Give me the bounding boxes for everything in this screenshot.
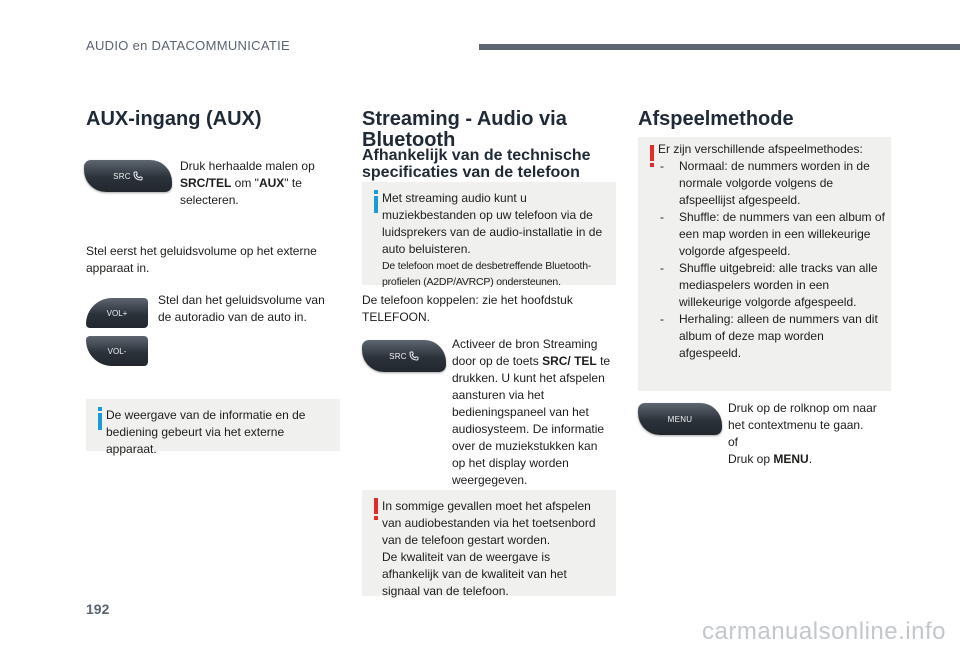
phone-icon — [409, 351, 419, 361]
aux-info-box — [86, 399, 340, 456]
header-bar — [479, 44, 960, 50]
vol-up-button: VOL+ — [86, 298, 148, 328]
streaming-warning-text-1: In sommige gevallen moet het afspelen van audiobestanden via het toetsenbord van de telefoon gestart worden. — [382, 499, 596, 547]
menu-label: MENU — [667, 414, 693, 424]
streaming-info-small-text: De telefoon moet de desbetreffende Bluetooth-profielen (A2DP/AVRCP) ondersteunen. — [382, 260, 592, 288]
list-item: - Shuffle uitgebreid: alle tracks van alle mediaspelers worden in een willekeurige volgorde afgespeeld. — [658, 260, 887, 311]
header-title: AUDIO en DATACOMMUNICATIE — [86, 38, 290, 53]
aux-intro-text: Stel eerst het geluidsvolume op het externe apparaat in. — [86, 244, 317, 275]
playback-warning-box — [638, 137, 891, 391]
list-item: - Shuffle: de nummers van een album of een map worden in een willekeurige volgorde afgespeeld. — [658, 209, 887, 260]
src-label: SRC — [113, 171, 131, 181]
menu-button — [638, 403, 722, 435]
src-tel-button — [362, 340, 446, 372]
streaming-warning-text-2: De kwaliteit van de weergave is afhankelijk van de kwaliteit van het signaal van de telefoon. — [382, 550, 567, 598]
aux-step2-text: Stel dan het geluidsvolume van de autoradio van de auto in. — [158, 293, 325, 324]
page-number: 192 — [86, 601, 110, 617]
streaming-pair-text: De telefoon koppelen: zie het hoofdstuk TELEFOON. — [362, 293, 573, 324]
playback-modes-list — [658, 158, 887, 362]
playback-menu-text: Druk op de rolknop om naar het contextmenu te gaan. of Druk op MENU. — [728, 401, 877, 466]
streaming-info-box — [362, 182, 616, 288]
vol-down-button: VOL- — [86, 336, 148, 366]
src-tel-button — [84, 160, 172, 192]
list-item: - Herhaling: alleen de nummers van dit album of deze map worden afgespeeld. — [658, 311, 887, 362]
phone-icon — [133, 171, 143, 181]
warning-icon — [369, 498, 383, 524]
list-item: - Normaal: de nummers worden in de normale volgorde volgens de afspeellijst afgespeeld. — [658, 158, 887, 209]
streaming-subtitle: Afhankelijk van de technische specificaties van de telefoon — [362, 147, 591, 181]
info-icon — [93, 407, 107, 433]
streaming-activate-text: Activeer de bron Streaming door op de toets SRC/ TEL te drukken. U kunt het afspelen aansturen via het bedieningspaneel van het audiosysteem. De informatie over de muziekstukken kan op het display worden weergegeven. — [452, 337, 611, 487]
aux-section-title: AUX-ingang (AUX) — [86, 108, 262, 130]
aux-step1-text: Druk herhaalde malen op SRC/TEL om "AUX" te selecteren. — [180, 159, 315, 207]
info-icon — [369, 190, 383, 216]
warning-icon — [645, 145, 659, 171]
streaming-warning-box — [362, 490, 616, 596]
streaming-section-title: Streaming - Audio via Bluetooth — [362, 108, 567, 151]
playback-intro-text: Er zijn verschillende afspeelmethodes: — [658, 142, 863, 156]
watermark: carmanualsonline.info — [702, 618, 946, 645]
aux-info-text: De weergave van de informatie en de bediening gebeurt via het externe apparaat. — [106, 408, 306, 456]
streaming-info-text: Met streaming audio kunt u muziekbestanden op uw telefoon via de luidsprekers van de audio-installatie in de auto beluisteren. — [382, 191, 603, 256]
src-label: SRC — [389, 351, 407, 361]
playback-section-title: Afspeelmethode — [638, 108, 794, 130]
